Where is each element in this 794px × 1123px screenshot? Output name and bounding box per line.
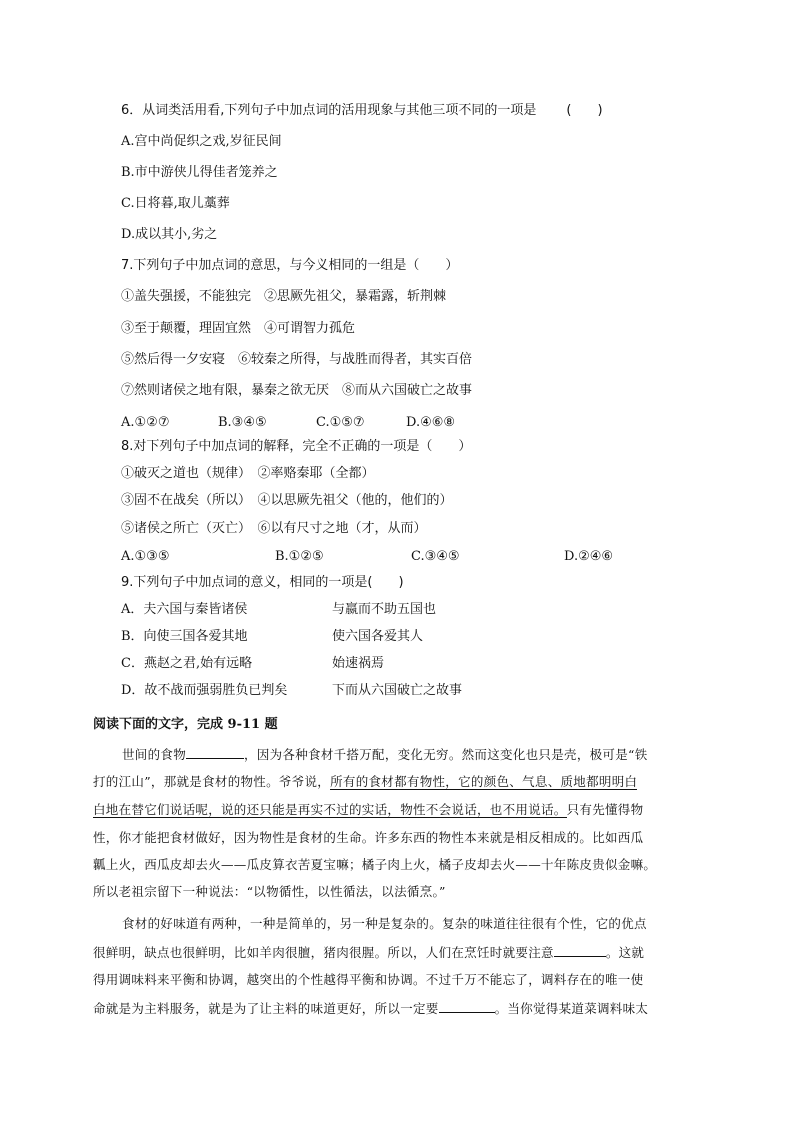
q6-answer-paren: ( ) xyxy=(566,103,603,118)
q9-row-b-right: 使六国各爱其人 xyxy=(332,629,424,644)
q7-choice-d: D.④⑥⑧ xyxy=(406,415,456,430)
q9-row-c-right: 始速祸焉 xyxy=(332,656,385,671)
q9-row-c-left: C．燕赵之君,始有远略 xyxy=(121,656,253,671)
q6-option-a: A.宫中尚促织之戏,岁征民间 xyxy=(121,134,282,149)
q7-choice-a: A.①②⑦ xyxy=(121,415,170,430)
reading-p1-line: 所以老祖宗留下一种说法：“以物循性，以性循法，以法循烹。” xyxy=(93,884,446,899)
q9-stem: 9.下列句子中加点词的意义，相同的一项是( ) xyxy=(121,575,404,590)
reading-heading: 阅读下面的文字，完成 9-11 题 xyxy=(93,717,278,732)
reading-p2-line: 命就是为主料服务，就是为了让主料的味道更好，所以一定要 。当你觉得某道菜调料味太 xyxy=(93,1001,649,1016)
q9-row-a-left: A．夫六国与秦皆诸侯 xyxy=(121,602,248,617)
q6-stem: 6．从词类活用看,下列句子中加点词的活用现象与其他三项不同的一项是 ( ) xyxy=(121,103,603,118)
reading-p1-line: 瓤上火，西瓜皮却去火——瓜皮算衣苦夏宝嘛；橘子肉上火，橘子皮却去火——十年陈皮贵似金嘛。 xyxy=(93,857,657,872)
underlined-text: 所有的食材都有物性，它的颜色、气息、质地都明明白 xyxy=(330,774,638,789)
reading-p1-line: 打的江山”，那就是食材的物性。爷爷说，所有的食材都有物性，它的颜色、气息、质地都明明白 xyxy=(93,774,638,789)
answer-blank xyxy=(186,745,244,759)
q7-choice-b: B.③④⑤ xyxy=(218,415,267,430)
q6-option-c: C.日将暮,取儿藁葬 xyxy=(121,196,230,211)
q8-item-row: ⑤诸侯之所亡（灭亡） ⑥以有尺寸之地（才，从而） xyxy=(121,521,427,536)
q7-item-row: ③至于颠覆，理固宜然 ④可谓智力孤危 xyxy=(121,321,356,336)
q7-stem: 7.下列句子中加点词的意思，与今义相同的一组是（ ） xyxy=(121,258,459,273)
reading-p1-line: 白地在替它们说话呢，说的还只能是再实不过的实话，物性不会说话，也不用说话。只有先懂得物 xyxy=(93,802,644,817)
q7-item-row: ⑤然后得一夕安寝 ⑥较秦之所得，与战胜而得者，其实百倍 xyxy=(121,352,473,367)
reading-p2-line: 很鲜明，缺点也很鲜明，比如羊肉很膻，猪肉很腥。所以，人们在烹饪时就要注意 。这就 xyxy=(93,945,645,960)
q7-item-row: ①盖失强援，不能独完 ②思厥先祖父，暴霜露，斩荆棘 xyxy=(121,289,447,304)
q9-row-d-right: 下而从六国破亡之故事 xyxy=(332,683,463,698)
q8-choice-a: A.①③⑤ xyxy=(121,549,170,564)
q7-item-row: ⑦然则诸侯之地有限，暴秦之欲无厌 ⑧而从六国破亡之故事 xyxy=(121,383,473,398)
q8-item-row: ③固不在战矣（所以） ④以思厥先祖父（他的，他们的） xyxy=(121,493,453,508)
q7-choice-c: C.①⑤⑦ xyxy=(316,415,365,430)
q8-item-row: ①破灭之道也（规律） ②率赂秦耶（全都） xyxy=(121,466,375,481)
reading-p1-line: 性，你才能把食材做好，因为物性是食材的生命。许多东西的物性本来就是相反相成的。比如西瓜 xyxy=(93,830,644,845)
answer-blank xyxy=(439,999,495,1013)
answer-blank xyxy=(554,943,606,957)
q8-choice-c: C.③④⑤ xyxy=(411,549,460,564)
reading-p2-line: 食材的好味道有两种，一种是简单的，另一种是复杂的。复杂的味道往往很有个性，它的优点 xyxy=(122,916,647,931)
reading-p1-line: 世间的食物 ，因为各种食材千搭万配，变化无穷。然而这变化也只是壳，极可是“铁 xyxy=(122,747,648,762)
q9-row-a-right: 与嬴而不助五国也 xyxy=(332,602,437,617)
q8-stem: 8.对下列句子中加点词的解释，完全不正确的一项是（ ） xyxy=(121,439,472,454)
q6-option-b: B.市中游侠儿得佳者笼养之 xyxy=(121,165,278,180)
q9-row-d-left: D．故不战而强弱胜负已判矣 xyxy=(121,683,288,698)
q8-choice-d: D.②④⑥ xyxy=(564,549,614,564)
reading-p2-line: 得用调味料来平衡和协调，越突出的个性越得平衡和协调。不过千万不能忘了，调料存在的唯一使 xyxy=(93,972,644,987)
underlined-text: 白地在替它们说话呢，说的还只能是再实不过的实话，物性不会说话，也不用说话。 xyxy=(93,802,567,817)
q8-choice-b: B.①②⑤ xyxy=(275,549,324,564)
q6-option-d: D.成以其小,劣之 xyxy=(121,227,218,242)
q9-row-b-left: B．向使三国各爱其地 xyxy=(121,629,248,644)
